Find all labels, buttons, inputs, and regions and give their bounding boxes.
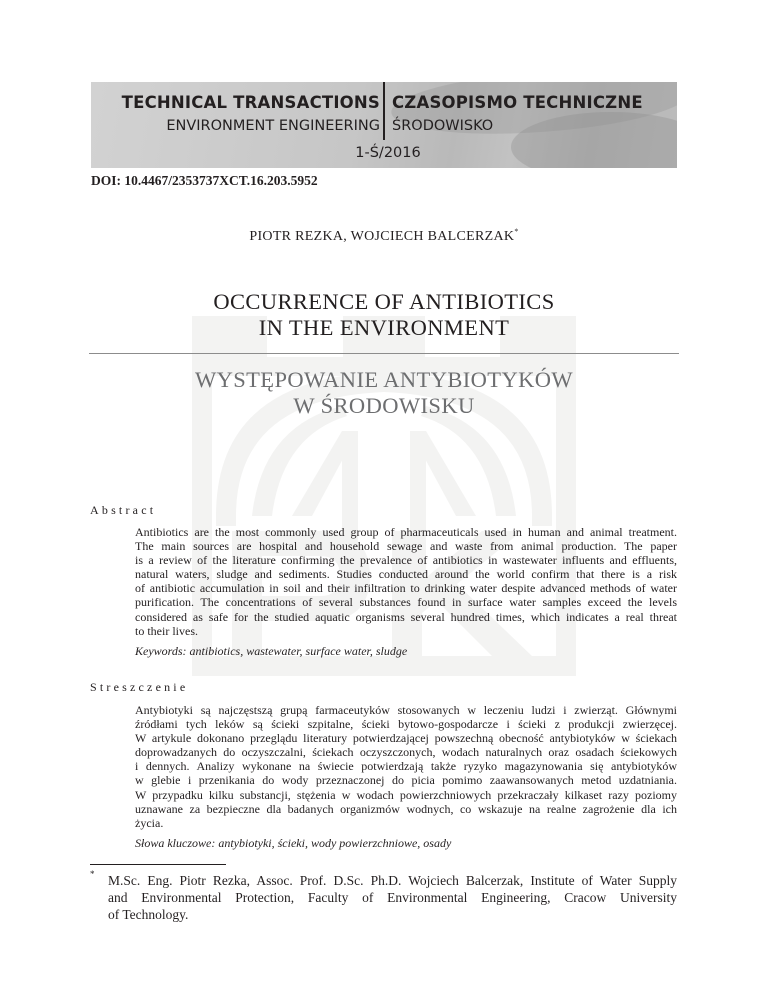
- streszczenie-line: Antybiotyki są najczęstszą grupą farmaceutyków stosowanych w leczeniu ludzi i zwierząt. Głównymi: [135, 703, 677, 717]
- paper-title-pl-line1: WYSTĘPOWANIE ANTYBIOTYKÓW: [194, 367, 574, 392]
- footnote-mark: *: [90, 869, 95, 879]
- title-divider: [89, 353, 679, 354]
- abstract-line: natural waters, sludge and sediments. Studies conducted around the world confirm that there is a risk: [135, 567, 677, 582]
- streszczenie-body: [135, 703, 677, 830]
- header-vertical-divider: [383, 82, 385, 140]
- author-names: PIOTR REZKA, WOJCIECH BALCERZAK: [249, 229, 515, 244]
- paper-title-en-line2: IN THE ENVIRONMENT: [258, 315, 510, 340]
- streszczenie-line: W przypadku kilku substancji, stężenia w wodach powierzchniowych przekraczały kilkaset razy poziomy: [135, 787, 677, 802]
- streszczenie-heading: Streszczenie: [90, 680, 189, 694]
- paper-title-en: [0, 289, 768, 341]
- streszczenie-line: W artykule dokonano przeglądu literatury potwierdzającej powszechną obecność antybiotyków w ściekach: [135, 731, 677, 746]
- paper-title-pl-line2: W ŚRODOWISKU: [293, 393, 475, 418]
- section-name-en: ENVIRONMENT ENGINEERING: [166, 118, 380, 134]
- abstract-line: to their lives.: [135, 623, 198, 638]
- abstract-line: The main sources are hospital and household sewage and waste from animal production. The paper: [135, 539, 677, 554]
- streszczenie-line: doprowadzanych do oczyszczalni, ściekach oczyszczonych, wodach naturalnych oraz osadach ściekowych: [135, 745, 677, 760]
- author-affiliation-footnote: [108, 872, 677, 923]
- journal-title-pl: CZASOPISMO TECHNICZNE: [392, 93, 643, 112]
- footnote-line: M.Sc. Eng. Piotr Rezka, Assoc. Prof. D.Sc. Ph.D. Wojciech Balcerzak, Institute of Water Supply: [108, 873, 677, 888]
- abstract-line: Antibiotics are the most commonly used group of pharmaceuticals used in human and animal treatment.: [135, 525, 677, 539]
- paper-title-en-line1: OCCURRENCE OF ANTIBIOTICS: [213, 289, 555, 314]
- abstract-line: is a review of the literature confirming the prevalence of antibiotics in wastewater influents and effluents,: [135, 553, 677, 568]
- streszczenie-line: źródłami tych leków są ścieki szpitalne, ścieki bytowo-gospodarcze i ścieki z produkcji zwierzęcej.: [135, 717, 677, 732]
- streszczenie-line: życia.: [135, 815, 164, 830]
- streszczenie-line: w glebie i przenikania do wody przeznaczonej do picia pomimo zaawansowanych metod uzdatniania.: [135, 773, 677, 788]
- journal-title-en: TECHNICAL TRANSACTIONS: [121, 93, 380, 112]
- section-name-pl: ŚRODOWISKO: [392, 118, 494, 134]
- abstract-line: considered as safe for the studied aquatic organisms several hundred times, which indicates a real threat: [135, 609, 677, 624]
- streszczenie-keywords: Słowa kluczowe: antybiotyki, ścieki, wody powierzchniowe, osady: [135, 836, 452, 850]
- footnote-rule: [90, 864, 226, 865]
- author-line: [0, 227, 768, 245]
- abstract-heading: Abstract: [90, 503, 157, 517]
- journal-header-banner: [91, 82, 677, 168]
- footnote-line: and Environmental Protection, Faculty of Environmental Engineering, Cracow University: [108, 890, 677, 905]
- abstract-body: [135, 525, 677, 638]
- streszczenie-line: uznawane za bezpieczne dla badanych organizmów wodnych, co wskazuje na realne zagrożenie dla ich: [135, 801, 677, 816]
- paper-title-pl: [0, 367, 768, 419]
- abstract-line: purification. The concentrations of several substances found in surface water samples exceed the levels: [135, 595, 677, 610]
- footnote-line: of Technology.: [108, 907, 189, 922]
- doi-link[interactable]: DOI: 10.4467/2353737XCT.16.203.5952: [91, 173, 318, 188]
- streszczenie-line: i dennych. Analizy wykonane na świecie potwierdzają także ryzyko magazynowania się antybiotyków: [135, 759, 677, 774]
- author-footnote-mark[interactable]: *: [514, 227, 519, 236]
- abstract-line: of antibiotic accumulation in soil and their infiltration to drinking water despite advanced methods of water: [135, 581, 677, 596]
- issue-number: 1-Ś/2016: [355, 145, 421, 161]
- abstract-keywords: Keywords: antibiotics, wastewater, surface water, sludge: [135, 644, 408, 658]
